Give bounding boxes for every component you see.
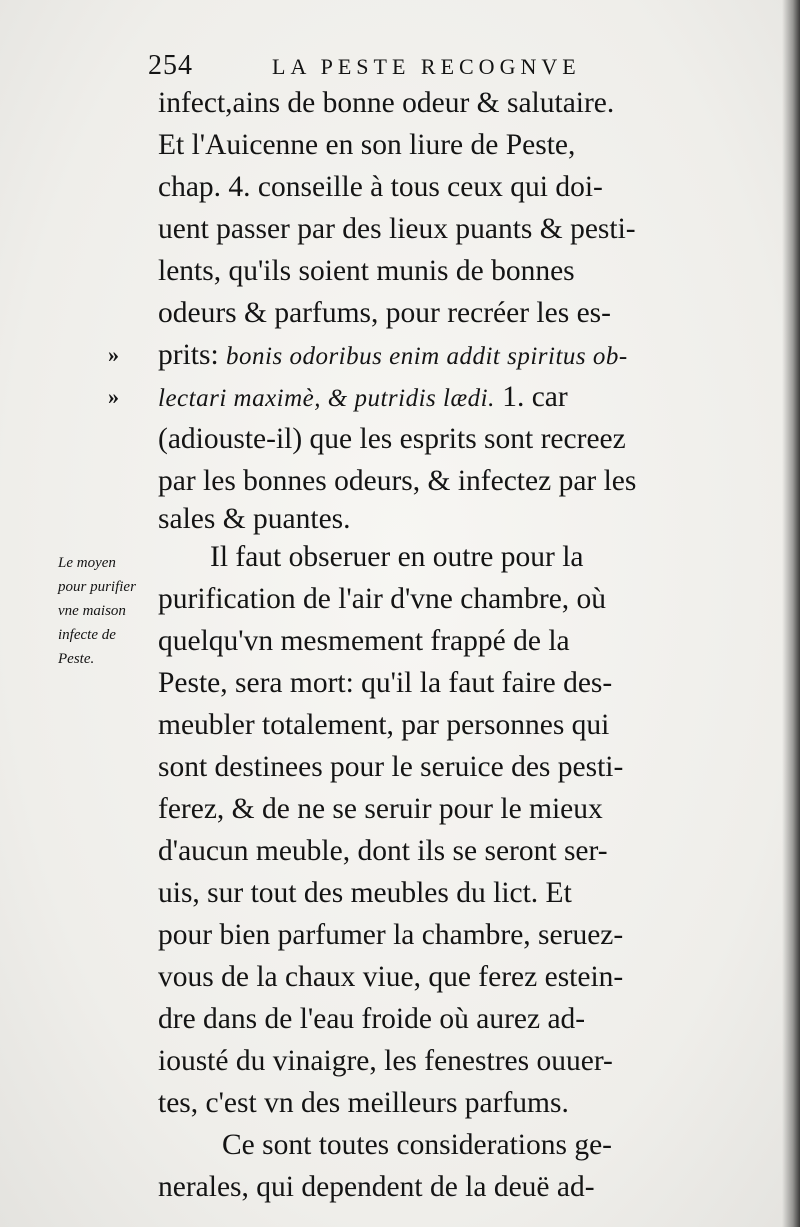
text-line-3: chap. 4. conseille à tous ceux qui doi-	[158, 171, 603, 203]
quote-mark: »	[108, 384, 119, 409]
text-line-18: ferez, & de ne se seruir pour le mieux	[158, 793, 603, 825]
text-line-13: purification de l'air d'vne chambre, où	[158, 583, 607, 615]
text-line-6: odeurs & parfums, pour recréer les es-	[158, 297, 611, 329]
text-line-21: pour bien parfumer la chambre, seruez-	[158, 919, 624, 951]
text-line-22: vous de la chaux viue, que ferez estein-	[158, 961, 624, 993]
text-line-8	[158, 376, 568, 418]
page-number: 254	[148, 50, 193, 81]
text-line-16: meubler totalement, par personnes qui	[158, 709, 610, 741]
text-line-24: iousté du vinaigre, les fenestres ouuer-	[158, 1045, 613, 1077]
margin-note-line: Le moyen	[58, 555, 116, 571]
text-line-2: Et l'Auicenne en son liure de Peste,	[158, 129, 576, 161]
text-line-10: par les bonnes odeurs, & infectez par les	[158, 465, 637, 497]
running-title: LA PESTE RECOGNVE	[272, 54, 581, 79]
text-line-14: quelqu'vn mesmement frappé de la	[158, 625, 570, 657]
latin-quotation-1: bonis odoribus enim addit spiritus ob-	[226, 343, 628, 370]
text-line-20: uis, sur tout des meubles du lict. Et	[158, 877, 572, 909]
text-line-7	[158, 334, 628, 376]
text-line-17: sont destinees pour le seruice des pesti-	[158, 751, 624, 783]
text-line-27: nerales, qui dependent de la deuë ad-	[158, 1171, 595, 1203]
text-line-7-roman: prits:	[158, 339, 227, 371]
text-line-4: uent passer par des lieux puants & pesti-	[158, 213, 636, 245]
paragraph-start-line: Il faut obseruer en outre pour la	[210, 541, 584, 573]
margin-note-line: vne maison	[58, 603, 126, 619]
margin-note-line: infecte de	[58, 627, 116, 643]
latin-quotation-2: lectari maximè, & putridis lædi.	[158, 385, 495, 412]
margin-note-line: Peste.	[58, 651, 95, 667]
text-line-23: dre dans de l'eau froide où aurez ad-	[158, 1003, 586, 1035]
text-line-5: lents, qu'ils soient munis de bonnes	[158, 255, 575, 287]
text-line-15: Peste, sera mort: qu'il la faut faire des-	[158, 667, 613, 699]
text-line-8-roman: 1. car	[494, 381, 568, 413]
text-line-19: d'aucun meuble, dont ils se seront ser-	[158, 835, 608, 867]
margin-note-line: pour purifier	[58, 579, 136, 595]
text-line-11: sales & puantes.	[158, 503, 351, 535]
paragraph-start-line: Ce sont toutes considerations ge-	[222, 1129, 612, 1161]
page-edge-shadow	[782, 0, 800, 1227]
bleed-through-text	[510, 500, 516, 526]
text-line-25: tes, c'est vn des meilleurs parfums.	[158, 1087, 569, 1119]
text-line-1: infect,ains de bonne odeur & salutaire.	[158, 87, 615, 119]
quote-mark: »	[108, 342, 119, 367]
page-header	[148, 50, 628, 84]
text-line-9: (adiouste-il) que les esprits sont recreez	[158, 423, 626, 455]
